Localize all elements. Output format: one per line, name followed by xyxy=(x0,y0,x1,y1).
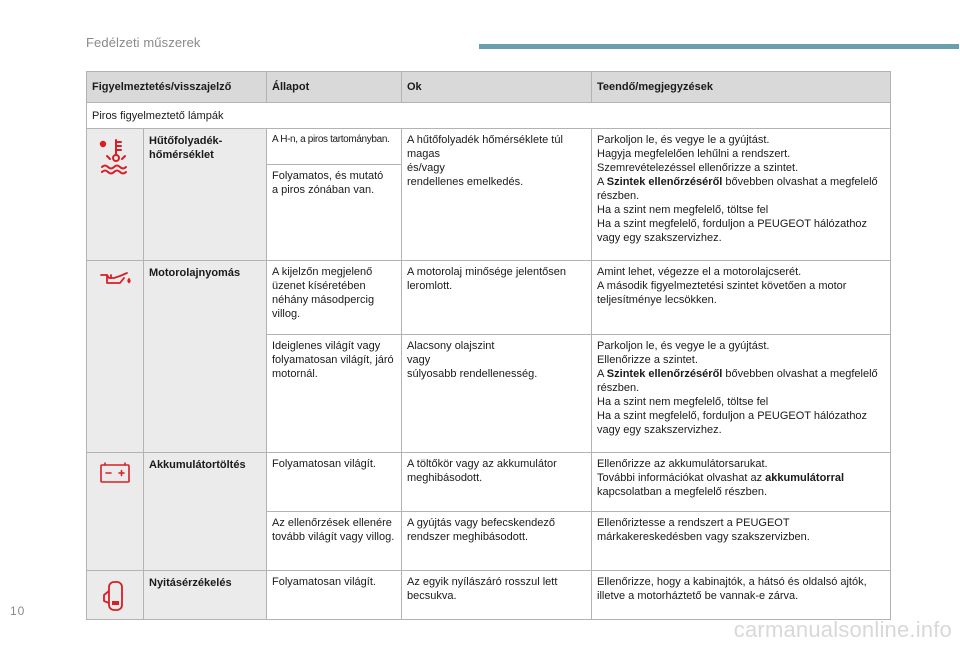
icon-cell xyxy=(87,261,144,453)
icon-cell xyxy=(87,571,144,620)
action-text: Amint lehet, végezze el a motorolajcserét. A második figyelmeztetési szintet követően a motor teljesítménye lecsökken. xyxy=(592,261,891,335)
warning-name: Akkumulátortöltés xyxy=(144,453,267,571)
warning-name: Hűtőfolyadék- hőmérséklet xyxy=(144,129,267,261)
action-text-part: bővebben olvashat a megfelelő részben. Ha a szint nem megfelelő, töltse fel Ha a szint megfelelő, forduljon a PEUGEOT hálózathoz vagy egy szakszervizhez. xyxy=(597,176,878,244)
icon-cell xyxy=(87,129,144,261)
section-row xyxy=(87,103,891,129)
table-row xyxy=(87,453,891,512)
action-text xyxy=(592,335,891,453)
cause-text: A hűtőfolyadék hőmérséklete túl magas és/vagy rendellenes emelkedés. xyxy=(402,129,592,261)
action-text: Ellenőriztesse a rendszert a PEUGEOT márkakereskedésben vagy szakszervizben. xyxy=(592,512,891,571)
coolant-temperature-icon xyxy=(97,137,133,179)
state-text: Folyamatos, és mutató a piros zónában van. xyxy=(267,165,402,261)
table-row xyxy=(87,261,891,335)
icon-cell xyxy=(87,453,144,571)
state-text: A kijelzőn megjelenő üzenet kíséretében néhány másodpercig villog. xyxy=(267,261,402,335)
cause-text: A töltőkör vagy az akkumulátor meghibásodott. xyxy=(402,453,592,512)
column-header: Figyelmeztetés/visszajelző xyxy=(87,72,267,103)
section-label: Piros figyelmeztető lámpák xyxy=(87,103,891,129)
column-header: Ok xyxy=(402,72,592,103)
action-text-part: Parkoljon le, és vegye le a gyújtást. Ellenőrizze a szintet. A xyxy=(597,340,770,380)
action-text-part: Parkoljon le, és vegye le a gyújtást. Hagyja megfelelően lehűlni a rendszert. Szemrevételezéssel ellenőrizze a szintet. A xyxy=(597,134,799,188)
cause-text: A motorolaj minősége jelentősen leromlott. xyxy=(402,261,592,335)
cause-text: Alacsony olajszint vagy súlyosabb rendellenesség. xyxy=(402,335,592,453)
state-text: Folyamatosan világít. xyxy=(267,453,402,512)
action-text-emphasis: Szintek ellenőrzéséről xyxy=(606,176,723,188)
column-header: Állapot xyxy=(267,72,402,103)
warning-name: Nyitásérzékelés xyxy=(144,571,267,620)
action-text-part: Ellenőrizze az akkumulátorsarukat. További információkat olvashat az xyxy=(597,458,768,484)
door-open-icon xyxy=(103,579,127,617)
action-text-part: bővebben olvashat a megfelelő részben. Ha a szint nem megfelelő, töltse fel Ha a szint megfelelő, forduljon a PEUGEOT hálózathoz vagy egy szakszervizhez. xyxy=(597,368,878,436)
battery-icon xyxy=(99,461,131,489)
state-text: Ideiglenes világít vagy folyamatosan világít, járó motornál. xyxy=(267,335,402,453)
cause-text: A gyújtás vagy befecskendező rendszer meghibásodott. xyxy=(402,512,592,571)
table-row xyxy=(87,571,891,620)
action-text xyxy=(592,453,891,512)
action-text-part: kapcsolatban a megfelelő részben. xyxy=(597,486,767,498)
action-text-emphasis: akkumulátorral xyxy=(765,472,845,484)
section-title: Fedélzeti műszerek xyxy=(86,35,201,50)
watermark: carmanualsonline.info xyxy=(733,617,952,642)
header-accent-bar xyxy=(479,44,959,49)
page-number: 10 xyxy=(10,604,26,618)
oil-pressure-icon xyxy=(98,269,132,293)
state-text: Az ellenőrzések ellenére tovább világít vagy villog. xyxy=(267,512,402,571)
warning-lamps-table xyxy=(86,71,891,620)
cause-text: Az egyik nyílászáró rosszul lett becsukva. xyxy=(402,571,592,620)
table-row xyxy=(87,129,891,165)
state-text: Folyamatosan világít. xyxy=(267,571,402,620)
action-text: Ellenőrizze, hogy a kabinajtók, a hátsó és oldalsó ajtók, illetve a motorháztető be vannak-e zárva. xyxy=(592,571,891,620)
column-header: Teendő/megjegyzések xyxy=(592,72,891,103)
warning-name: Motorolajnyomás xyxy=(144,261,267,453)
state-text: A H-n, a piros tartományban. xyxy=(267,129,402,165)
action-text xyxy=(592,129,891,261)
action-text-emphasis: Szintek ellenőrzéséről xyxy=(606,368,723,380)
table-header-row xyxy=(87,72,891,103)
